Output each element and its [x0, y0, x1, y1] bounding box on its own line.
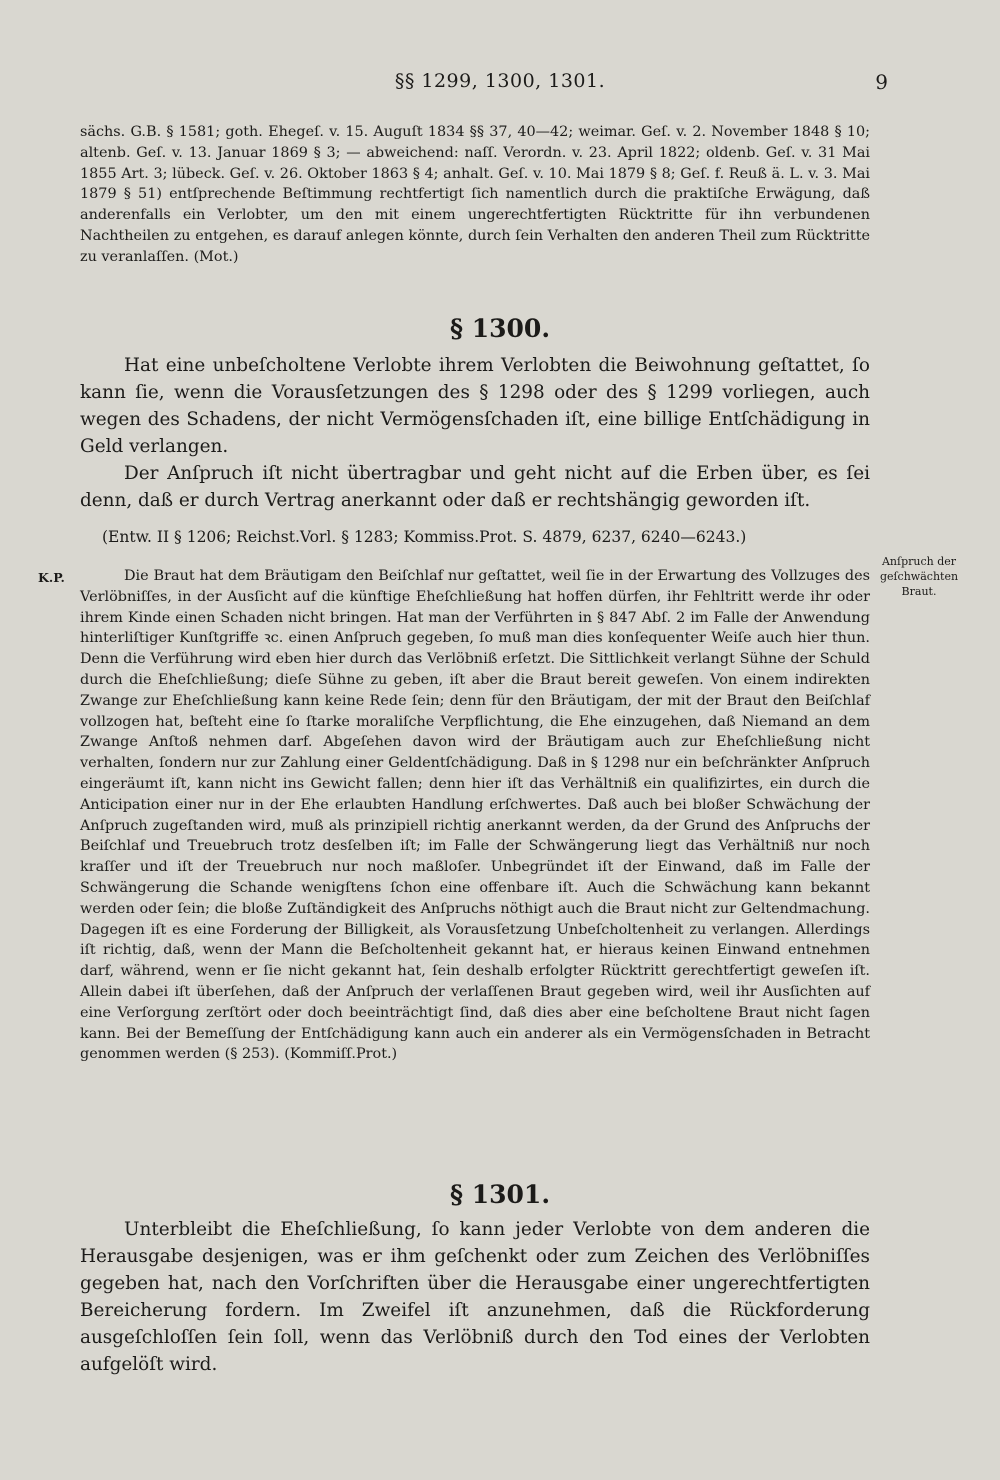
margin-note-claim: Anſpruch der geſchwächten Braut.: [879, 555, 959, 598]
page-number: 9: [875, 70, 888, 94]
section-1300-paragraph-2: Der Anſpruch iſt nicht übertragbar und geht nicht auf die Erben über, es ſei denn, daß er durch Vertrag anerkannt oder daß er rechtshängig geworden iſt.: [80, 463, 870, 511]
section-1301-paragraph-1: Unterbleibt die Eheſchließung, ſo kann jeder Verlobte von dem anderen die Herausgabe desjenigen, was er ihm geſchenkt oder zum Zeichen des Verlöbniſſes gegeben hat, nach den Vorſchriften über die Herausgabe einer ungerechtfertigten Bereicherung fordern. Im Zweifel iſt anzunehmen, daß die Rückforderung ausgeſchloſſen ſein ſoll, wenn das Verlöbniß durch den Tod eines der Verlobten aufgelöſt wird.: [80, 1219, 870, 1375]
continuation-commentary: sächs. G.B. § 1581; goth. Ehegeſ. v. 15. Auguſt 1834 §§ 37, 40—42; weimar. Geſ. v. 2. November 1848 § 10; altenb. Geſ. v. 13. Januar 1869 § 3; — abweichend: naſſ. Verordn. v. 23. April 1822; oldenb. Geſ. v. 31 Mai 1855 Art. 3; lübeck. Geſ. v. 26. Oktober 1863 § 4; anhalt. Geſ. v. 10. Mai 1879 § 8; Geſ. f. Reuß ä. L. v. 3. Mai 1879 § 51) entſprechende Beſtimmung rechtfertigt ſich namentlich durch die praktiſche Erwägung, daß anderenfalls ein Verlobter, um den mit einem ungerechtfertigten Rücktritte für ihn verbundenen Nachtheilen zu entgehen, es darauf anlegen könnte, durch ſein Verhalten den anderen Theil zum Rücktritte zu veranlaſſen. (Mot.): [80, 124, 870, 265]
section-1300-sources: (Entw. II § 1206; Reichst.Vorl. § 1283; Kommiss.Prot. S. 4879, 6237, 6240—6243.): [102, 528, 747, 546]
section-1300-paragraph-1: Hat eine unbeſcholtene Verlobte ihrem Verlobten die Beiwohnung geſtattet, ſo kann ſie, wenn die Vorausſetzungen des § 1298 oder des § 1299 vorliegen, auch wegen des Schadens, der nicht Vermögensſchaden iſt, eine billige Entſchädigung in Geld verlangen.: [80, 355, 870, 457]
section-heading-1300: § 1300.: [449, 314, 551, 343]
running-head: §§ 1299, 1300, 1301.: [394, 70, 606, 92]
section-heading-1301: § 1301.: [449, 1180, 551, 1209]
section-1300-commentary: Die Braut hat dem Bräutigam den Beiſchlaf nur geſtattet, weil ſie in der Erwartung des Vollzuges des Verlöbniſſes, in der Ausſicht auf die künftige Eheſchließung hat hoffen dürfen, ihr Fehltritt werde ihr oder ihrem Kinde einen Schaden nicht bringen. Hat man der Verführten in § 847 Abſ. 2 im Falle der Anwendung hinterliſtiger Kunſtgriffe ꝛc. einen Anſpruch gegeben, ſo muß man dies konſequenter Weiſe auch hier thun. Denn die Verführung wird eben hier durch das Verlöbniß erſetzt. Die Sittlichkeit verlangt Sühne der Schuld durch die Eheſchließung; dieſe Sühne zu geben, iſt aber die Braut bereit geweſen. Von einem indirekten Zwange zur Eheſchließung kann keine Rede ſein; denn für den Bräutigam, der mit der Braut den Beiſchlaf vollzogen hat, beſteht eine ſo ſtarke moraliſche Verpflichtung, die Ehe einzugehen, daß Niemand an dem Zwange Anſtoß nehmen darf. Abgeſehen davon wird der Bräutigam auch zur Eheſchließung nicht verhalten, ſondern nur zur Zahlung einer Geldentſchädigung. Daß in § 1298 nur ein beſchränkter Anſpruch eingeräumt iſt, kann nicht ins Gewicht fallen; denn hier iſt das Verhältniß ein qualifizirtes, ein durch die Anticipation einer nur in der Ehe erlaubten Handlung erſchwertes. Daß auch bei bloßer Schwächung der Anſpruch zugeſtanden wird, muß als prinzipiell richtig anerkannt werden, da der Grund des Anſpruchs der Beiſchlaf und Treuebruch trotz desſelben iſt; im Falle der Schwängerung liegt das Verhältniß nur noch kraſſer und iſt der Treuebruch nur noch maßloſer. Unbegründet iſt der Einwand, daß im Falle der Schwängerung die Schande wenigſtens ſchon eine offenbare iſt. Auch die Schwächung kann bekannt werden oder ſein; die bloße Zuſtändigkeit des Anſpruchs nöthigt auch die Braut nicht zur Geltendmachung. Dagegen iſt es eine Forderung der Billigkeit, als Vorausſetzung Unbeſcholtenheit zu verlangen. Allerdings iſt richtig, daß, wenn der Mann die Beſcholtenheit gekannt hat, er hieraus keinen Einwand entnehmen darf, während, wenn er ſie nicht gekannt hat, ſein deshalb erfolgter Rücktritt gerechtfertigt geweſen iſt. Allein dabei iſt überſehen, daß der Anſpruch der verlaſſenen Braut gegeben wird, weil ihr Ausſichten auf eine Verſorgung zerſtört oder doch beeinträchtigt ſind, daß dies aber eine beſcholtene Braut nicht ſagen kann. Bei der Bemeſſung der Entſchädigung kann auch ein anderer als ein Vermögensſchaden in Betracht genommen werden (§ 253). (Kommiſſ.Prot.): [80, 568, 870, 1063]
page-header: [0, 70, 1000, 100]
margin-note-kp: K.P.: [38, 570, 65, 585]
